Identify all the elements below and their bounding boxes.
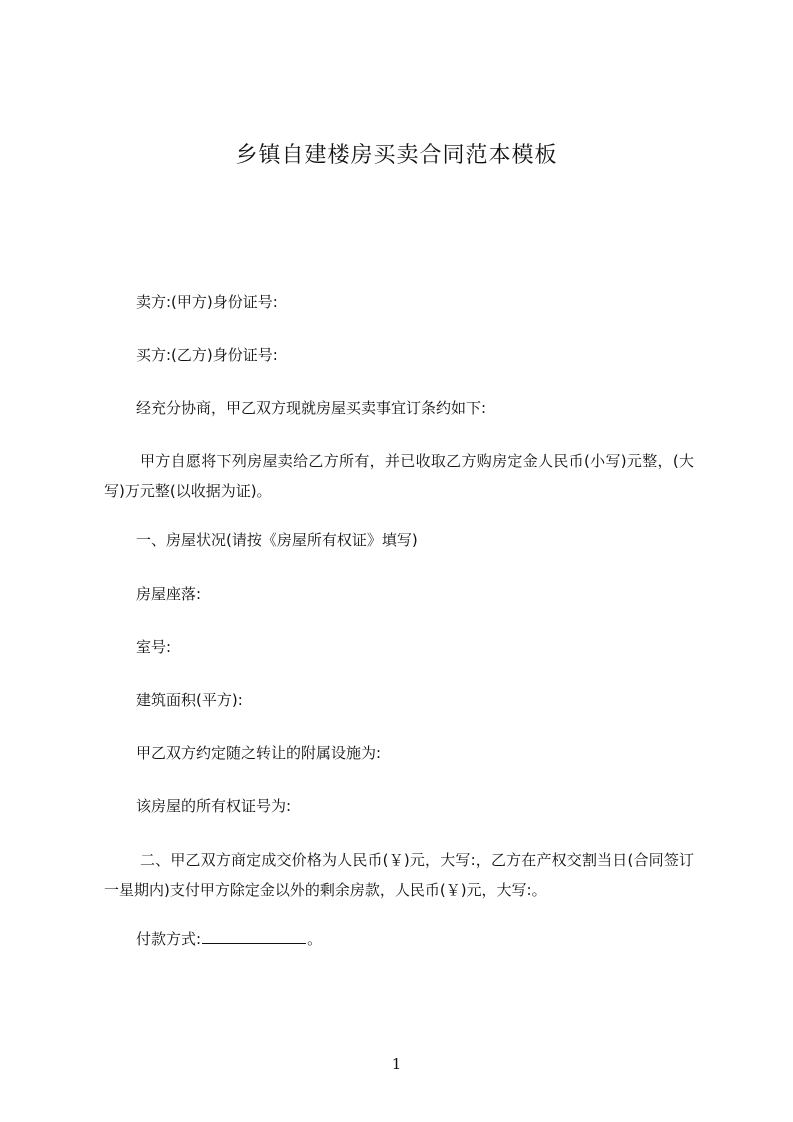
page-number: 1: [391, 1055, 402, 1073]
paragraph-room-number: 室号:: [136, 638, 172, 656]
payment-method-end: 。: [307, 930, 323, 948]
paragraph-location: 房屋座落:: [136, 585, 202, 603]
paragraph-payment-method: [104, 924, 694, 954]
paragraph-seller: 卖方:(甲方)身份证号:: [136, 293, 278, 311]
paragraph-certificate: 该房屋的所有权证号为:: [136, 797, 292, 815]
paragraph-deposit: 甲方自愿将下列房屋卖给乙方所有，并已收取乙方购房定金人民币(小写)元整，(大写)万元整(以收据为证)。: [104, 452, 694, 500]
paragraph-facilities: 甲乙双方约定随之转让的附属设施为:: [136, 744, 382, 762]
section-one-heading: 一、房屋状况(请按《房屋所有权证》填写): [136, 531, 418, 549]
section-two-paragraph: 二、甲乙双方商定成交价格为人民币(￥)元，大写:，乙方在产权交割当日(合同签订一星期内)支付甲方除定金以外的剩余房款，人民币(￥)元，大写:。: [104, 851, 694, 899]
paragraph-negotiation: 经充分协商，甲乙双方现就房屋买卖事宜订条约如下:: [136, 399, 487, 417]
paragraph-area: 建筑面积(平方):: [136, 691, 243, 709]
payment-method-blank-line: [202, 928, 306, 944]
payment-method-label: 付款方式:: [136, 930, 202, 948]
document-title: 乡镇自建楼房买卖合同范本模板: [235, 143, 558, 168]
paragraph-buyer: 买方:(乙方)身份证号:: [136, 346, 278, 364]
